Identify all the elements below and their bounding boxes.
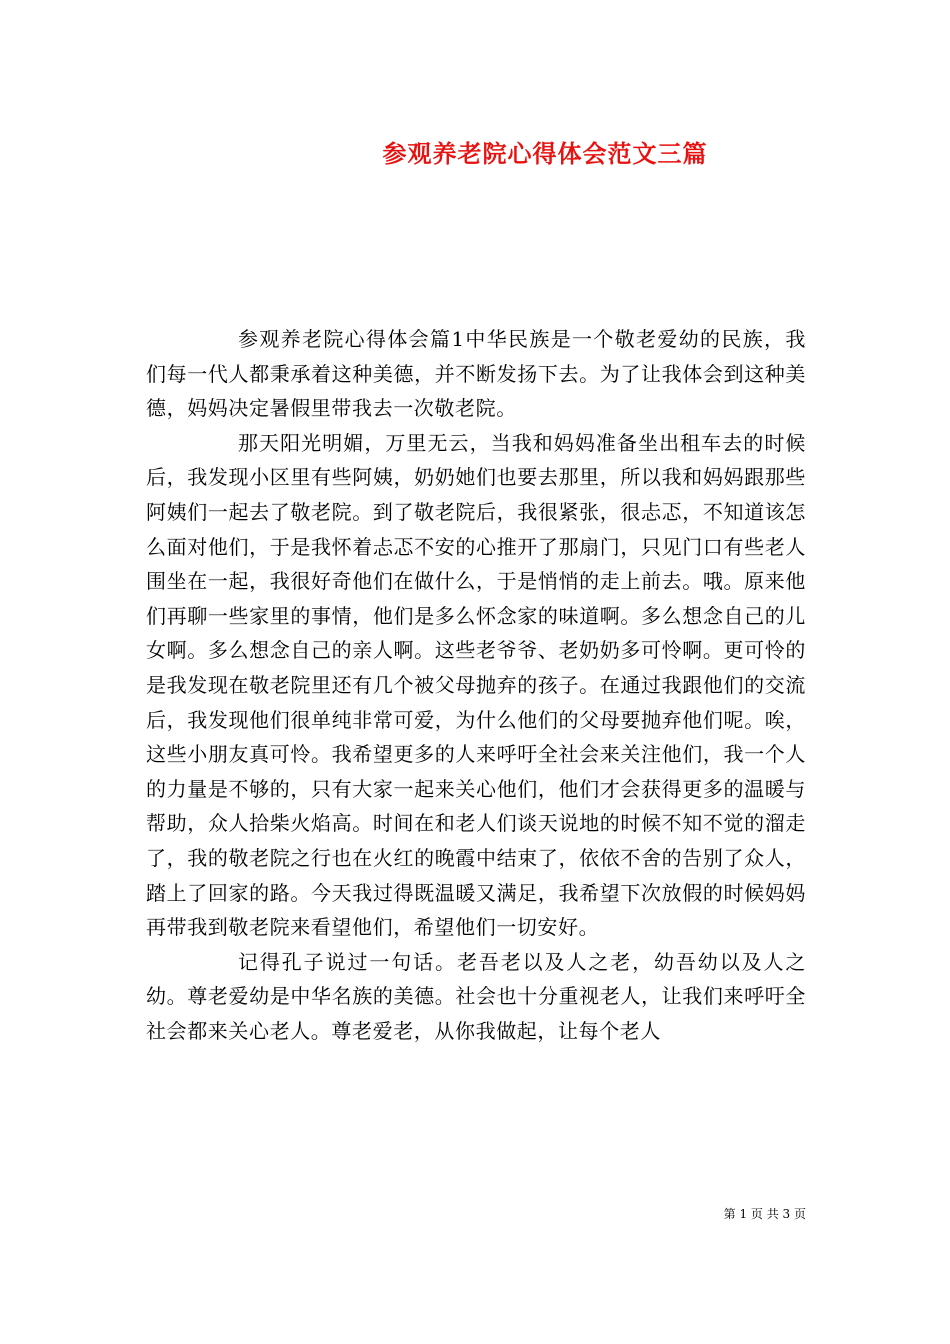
document-title: 参观养老院心得体会范文三篇 — [382, 139, 708, 168]
paragraph-1: 参观养老院心得体会篇1中华民族是一个敬老爱幼的民族，我们每一代人都秉承着这种美德，并不断发扬下去。为了让我体会到这种美德，妈妈决定暑假里带我去一次敬老院。 — [146, 327, 806, 421]
paragraph-3: 记得孔子说过一句话。老吾老以及人之老，幼吾幼以及人之幼。尊老爱幼是中华名族的美德。社会也十分重视老人，让我们来呼吁全社会都来关心老人。尊老爱老，从你我做起，让每个老人 — [146, 949, 806, 1043]
paragraph-2: 那天阳光明媚，万里无云，当我和妈妈准备坐出租车去的时候后，我发现小区里有些阿姨，奶奶她们也要去那里，所以我和妈妈跟那些阿姨们一起去了敬老院。到了敬老院后，我很紧张，很忐忑，不知道该怎么面对他们，于是我怀着忐忑不安的心推开了那扇门，只见门口有些老人围坐在一起，我很好奇他们在做什么，于是悄悄的走上前去。哦。原来他们再聊一些家里的事情，他们是多么怀念家的味道啊。多么想念自己的儿女啊。多么想念自己的亲人啊。这些老爷爷、老奶奶多可怜啊。更可怜的是我发现在敬老院里还有几个被父母抛弃的孩子。在通过我跟他们的交流后，我发现他们很单纯非常可爱，为什么他们的父母要抛弃他们呢。唉，这些小朋友真可怜。我希望更多的人来呼吁全社会来关注他们，我一个人的力量是不够的，只有大家一起来关心他们，他们才会获得更多的温暖与帮助，众人拾柴火焰高。时间在和老人们谈天说地的时候不知不觉的溜走了，我的敬老院之行也在火红的晚霞中结束了，依依不舍的告别了众人，踏上了回家的路。今天我过得既温暖又满足，我希望下次放假的时候妈妈再带我到敬老院来看望他们，希望他们一切安好。 — [146, 430, 806, 940]
page-number-footer: 第 1 页 共 3 页 — [723, 1207, 806, 1221]
document-body — [146, 322, 806, 1048]
